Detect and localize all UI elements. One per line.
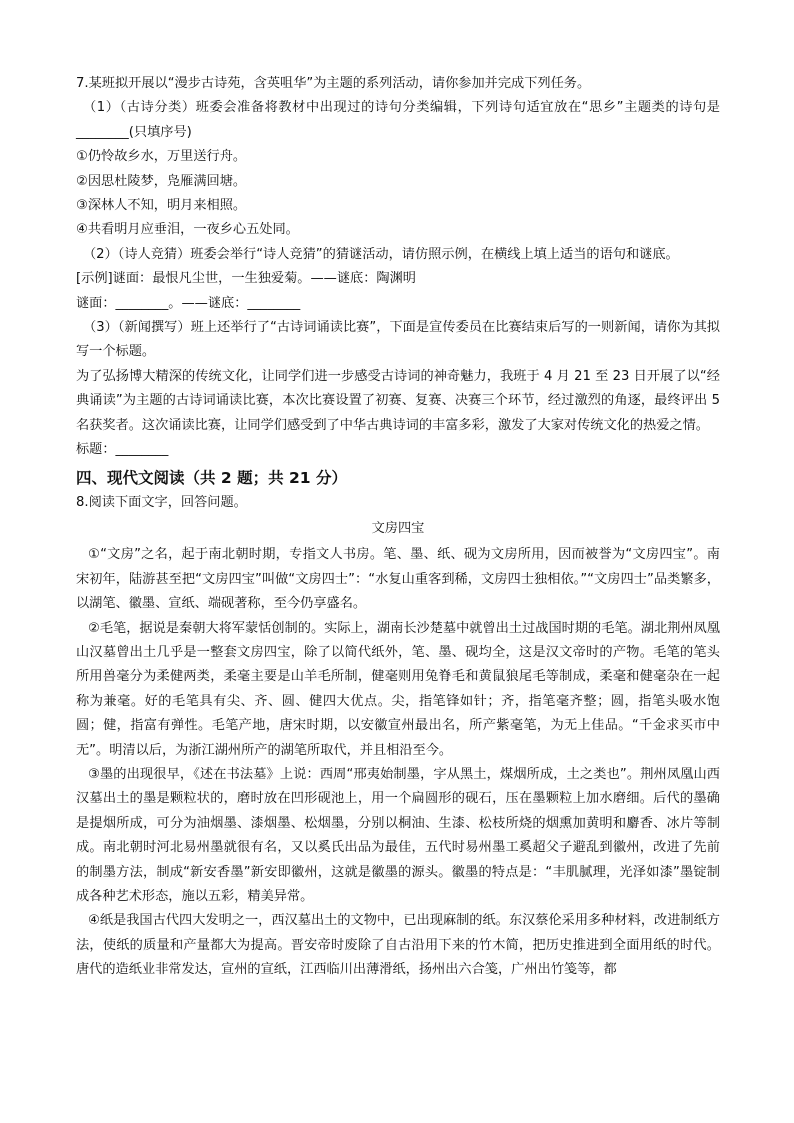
news-text: 为了弘扬博大精深的传统文化，让同学们进一步感受古诗词的神奇魅力，我班于 4 月 21 至 23 日开展了以“经典诵读”为主题的古诗词诵读比赛，本次比赛设置了初赛、复赛、决赛三个环节，经过激烈的角逐，最终评出 5 名获奖者。这次诵读比赛，让同学们感受到了中华古典诗词的丰富多彩，激发了大家对传统文化的热爱之情。 [76, 368, 720, 433]
question-7-task-2: （2）（诗人竞猜）班委会举行“诗人竞猜”的猜谜活动，请仿照示例，在横线上填上适当的语句和谜底。 [83, 246, 679, 262]
option-2: ②因思杜陵梦，凫雁满回塘。 [76, 173, 247, 189]
option-1: ①仍怜故乡水，万里送行舟。 [76, 149, 247, 165]
option-4: ④共看明月应垂泪，一夜乡心五处同。 [76, 222, 299, 238]
question-7-intro: 7.某班拟开展以“漫步古诗苑，含英咀华”为主题的系列活动，请你参加并完成下列任务。 [76, 76, 591, 91]
document-page [76, 72, 720, 983]
article-paragraph-2: ②毛笔，据说是秦朝大将军蒙恬创制的。实际上，湖南长沙楚墓中就曾出土过战国时期的毛笔。湖北荆州凤凰山汉墓曾出土几乎是一整套文房四宝，除了以简代纸外，笔、墨、砚均全，这是汉文帝时的产物。毛笔的笔头所用兽毫分为柔健两类，柔毫主要是山羊毛所制，健毫则用兔脊毛和黄鼠狼尾毛等制成，柔毫和健毫杂在一起称为兼毫。好的毛笔具有尖、齐、圆、健四大优点。尖，指笔锋如针；齐，指笔毫齐整；圆，指笔头吸水饱圆；健，指富有弹性。毛笔产地，唐宋时期，以安徽宣州最出名，所产紫毫笔，为无上佳品。“千金求买市中无”。明清以后，为浙江湖州所产的湖笔所取代，并且相沿至今。 [76, 620, 720, 758]
question-7-task-3: （3）（新闻撰写）班上还举行了“古诗词诵读比赛”，下面是宣传委员在比赛结束后写的一则新闻，请你为其拟写一个标题。 [76, 320, 720, 360]
question-7-task-1: （1）（古诗分类）班委会准备将教材中出现过的诗句分类编辑，下列诗句适宜放在“思乡”主题类的诗句是________(只填序号) [76, 100, 720, 140]
article-paragraph-3: ③墨的出现很早，《述在书法墓》上说：西周“邢夷始制墨，字从黑土，煤烟所成，土之类也”。荆州凤凰山西汉墓出土的墨是颗粒状的，磨时放在凹形砚池上，用一个扁圆形的砚石，压在墨颗粒上加水磨细。后代的墨确是提烟所成，可分为油烟墨、漆烟墨、松烟墨，分别以桐油、生漆、松枝所烧的烟熏加黄明和麝香、冰片等制成。南北朝时河北易州墨就很有名，又以奚氏出品为最佳，五代时易州墨工奚超父子避乱到徽州，改进了先前的制墨方法，制成“新安香墨”新安即徽州，这就是徽墨的源头。徽墨的特点是：“丰肌腻理，光泽如漆”墨锭制成各种艺术形态，施以五彩，精美异常。 [76, 766, 720, 904]
option-3: ③深林人不知，明月来相照。 [76, 198, 247, 214]
article-paragraph-1: ①“文房”之名，起于南北朝时期，专指文人书房。笔、墨、纸、砚为文房所用，因而被誉为“文房四宝”。南宋初年，陆游甚至把“文房四宝”叫做“文房四士”：“水复山重客到稀，文房四士独相依。”“文房四士”品类繁多，以湖笔、徽墨、宣纸、端砚著称，至今仍享盛名。 [76, 547, 720, 612]
title-blank: 标题：________ [76, 442, 169, 458]
article-paragraph-4: ④纸是我国古代四大发明之一，西汉墓出土的文物中，已出现麻制的纸。东汉蔡伦采用多种材料，改进制纸方法，使纸的质量和产量都大为提高。晋安帝时废除了自古沿用下来的竹木简，把历史推进到全面用纸的时代。唐代的造纸业非常发达，宣州的宣纸，江西临川出薄滑纸，扬州出六合笺，广州出竹笺等，都 [76, 913, 720, 978]
question-8-intro: 8.阅读下面文字，回答问题。 [76, 494, 247, 510]
article-title: 文房四宝 [371, 520, 425, 536]
section-heading: 四、现代文阅读（共 2 题；共 21 分） [76, 468, 347, 487]
riddle-example: [示例]谜面：最恨凡尘世，一生独爱菊。——谜底：陶渊明 [76, 271, 416, 287]
riddle-blank: 谜面：________。——谜底：________ [76, 295, 301, 311]
